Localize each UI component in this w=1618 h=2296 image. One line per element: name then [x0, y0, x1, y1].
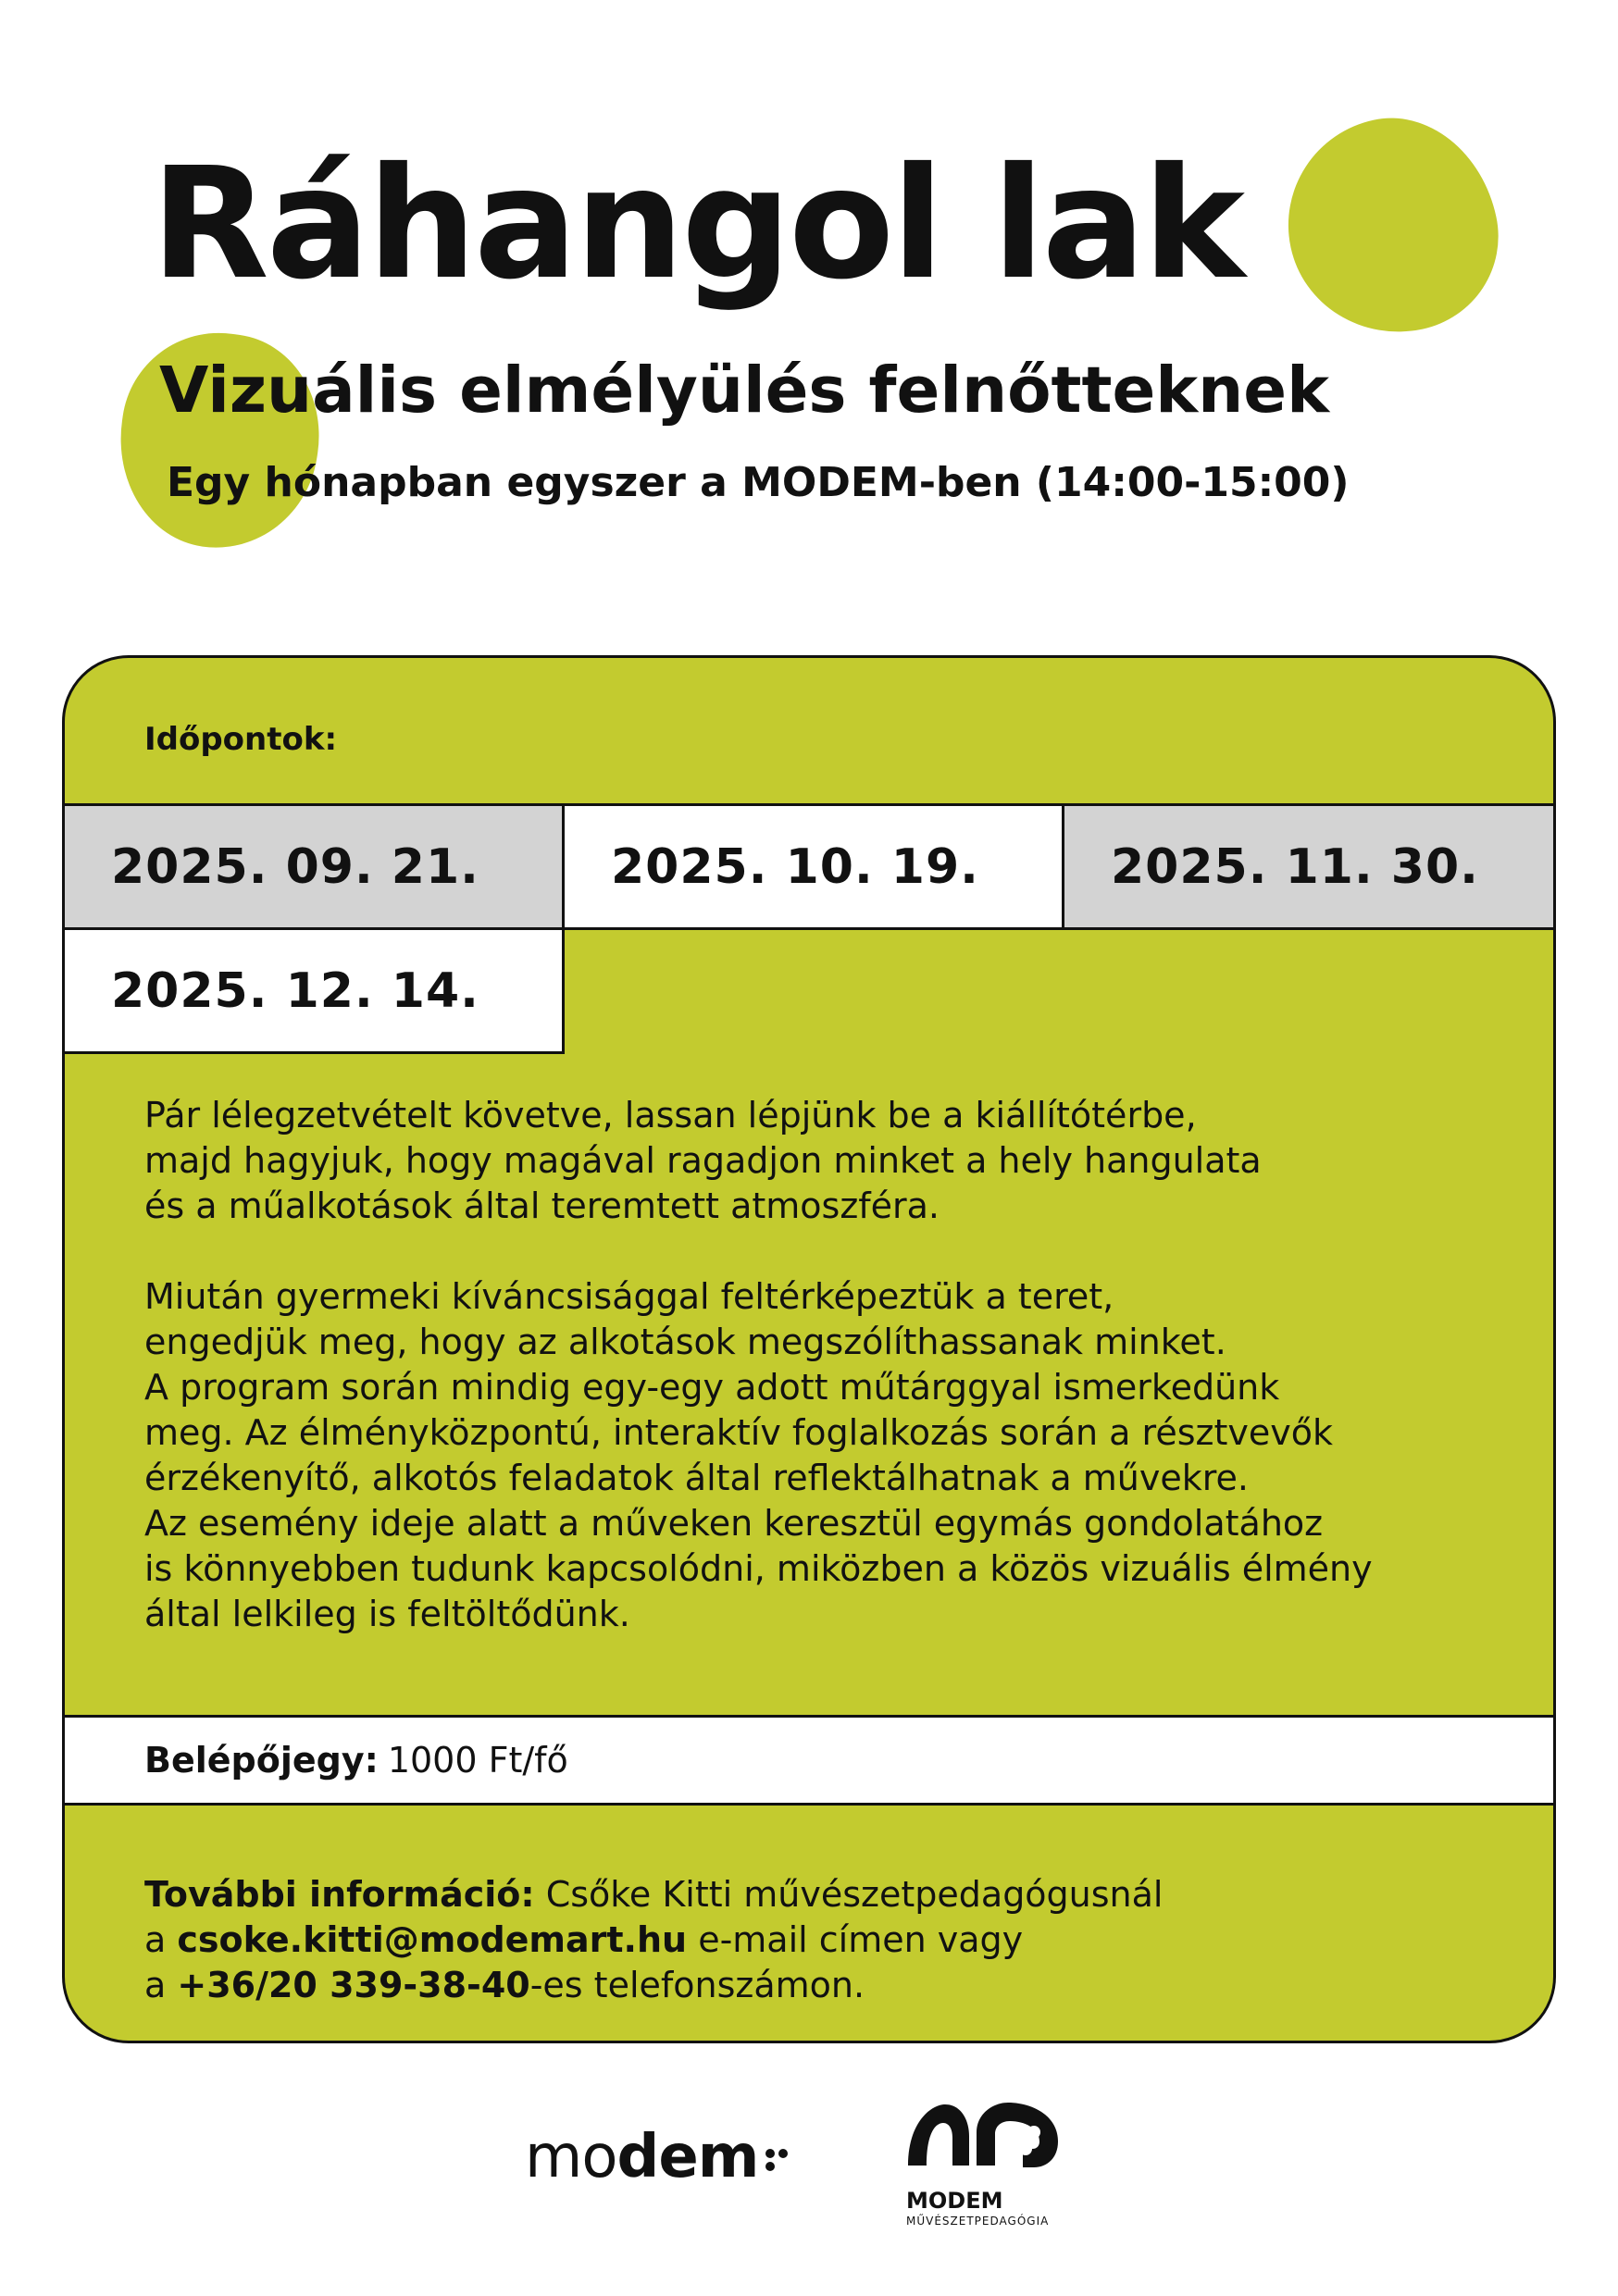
contact-info — [144, 1872, 1514, 2008]
contact-line — [144, 1872, 1514, 1917]
modem-muveszetpedagogia-logo — [904, 2093, 1089, 2241]
contact-phone-suffix: -es telefonszámon. — [529, 1965, 865, 2005]
dates-label: Időpontok: — [144, 721, 338, 758]
description-paragraph: Pár lélegzetvételt követve, lassan lépjünk be a kiállítótérbe, majd hagyjuk, hogy magával ragadjon minket a hely hangulata és a műalkotások által teremtett atmoszféra. — [144, 1095, 1262, 1226]
page-subtitle: Vizuális elmélyülés felnőtteknek — [159, 354, 1329, 428]
contact-email-suffix: e-mail címen vagy — [687, 1919, 1024, 1960]
contact-prefix: a — [144, 1919, 178, 1960]
modem-logo-light: mo — [525, 2123, 617, 2191]
description — [144, 1093, 1514, 1637]
date-cell: 2025. 09. 21. — [62, 803, 565, 930]
contact-prefix: a — [144, 1965, 178, 2005]
modem-logo — [525, 2125, 791, 2190]
contact-person: Csőke Kitti művészetpedagógusnál — [534, 1874, 1164, 1915]
date-cell: 2025. 12. 14. — [62, 927, 565, 1054]
info-card — [62, 655, 1556, 2043]
contact-email[interactable]: csoke.kitti@modemart.hu — [177, 1919, 688, 1960]
modem-logo-dots-icon — [764, 2146, 791, 2174]
contact-phone[interactable]: +36/20 339-38-40 — [177, 1965, 530, 2005]
mp-logo-mark-icon — [904, 2093, 1062, 2177]
description-paragraph: Miután gyermeki kíváncsisággal feltérképeztük a teret, engedjük meg, hogy az alkotások megszólíthassanak minket. A program során mindig egy-egy adott műtárggyal ismerkedünk meg. Az élményközpontú, interaktív foglalkozás során a résztvevők érzékenyítő, alkotós feladatok által reflektálhatnak a művekre. Az esemény ideje alatt a műveken keresztül egymás gondolatához is könnyebben tudunk kapcsolódni, miközben a közös vizuális élmény által lelkileg is feltöltődünk. — [144, 1276, 1373, 1634]
contact-label: További információ: — [144, 1874, 535, 1915]
modem-logo-bold: dem — [616, 2123, 759, 2191]
page-title: Ráhangol lak — [151, 135, 1243, 314]
date-cell: 2025. 10. 19. — [562, 803, 1064, 930]
ticket-price: 1000 Ft/fő — [387, 1740, 568, 1781]
contact-line — [144, 1917, 1514, 1963]
ticket-row — [62, 1715, 1556, 1806]
date-cell: 2025. 11. 30. — [1062, 803, 1556, 930]
mp-logo-subtitle: MŰVÉSZETPEDAGÓGIA — [906, 2215, 1050, 2228]
contact-line — [144, 1963, 1514, 2008]
mp-logo-name: MODEM — [906, 2188, 1003, 2214]
schedule-line: Egy hónapban egyszer a MODEM-ben (14:00-15:00) — [167, 459, 1350, 506]
ticket-label: Belépőjegy: — [144, 1740, 379, 1781]
